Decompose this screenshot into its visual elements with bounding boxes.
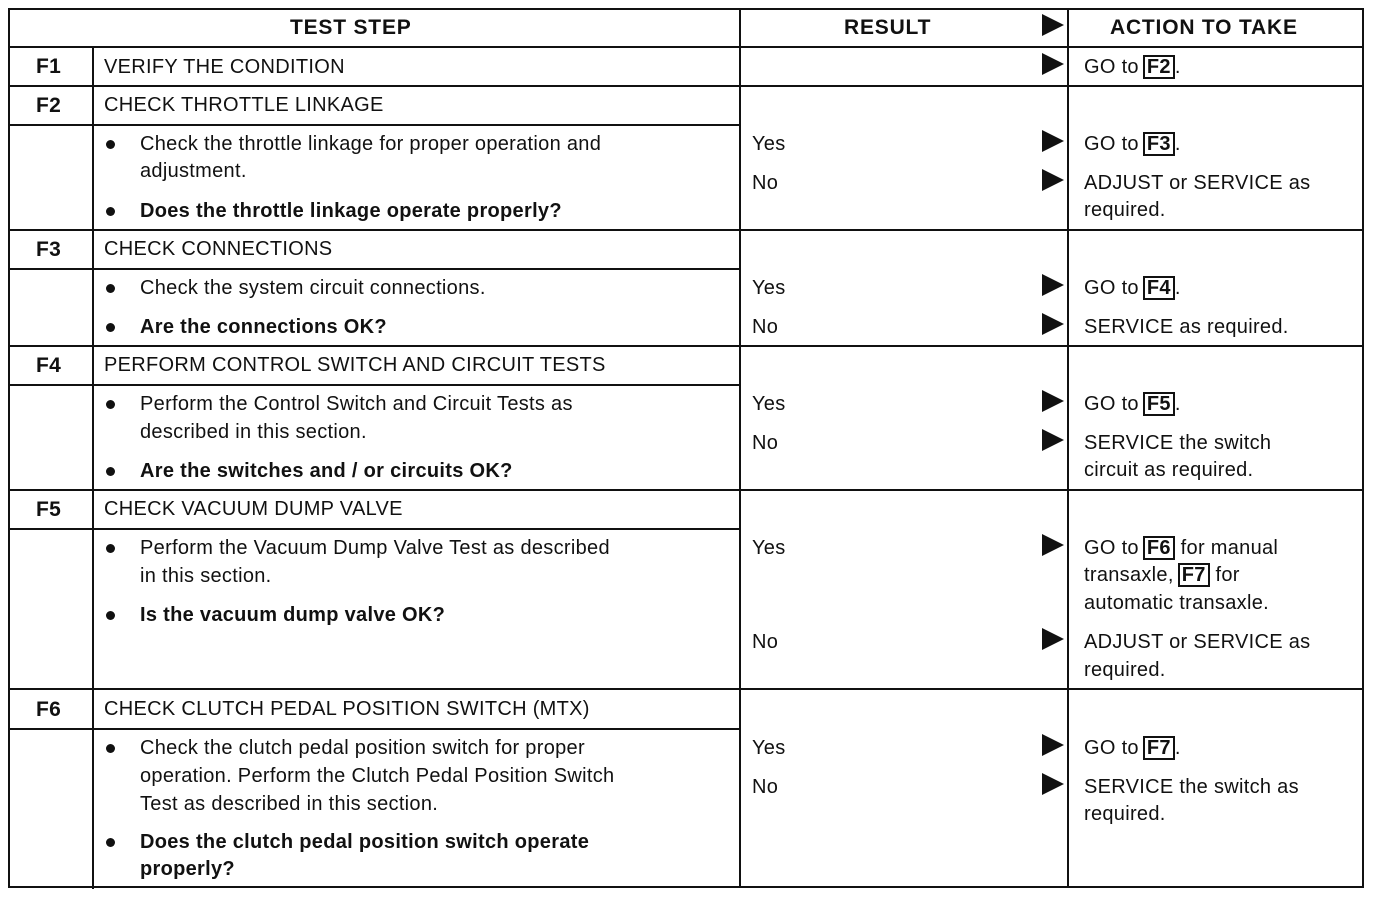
id-rule-f3	[8, 268, 92, 270]
border-action-col	[1067, 8, 1069, 888]
step-ref: F4	[1143, 276, 1175, 300]
instruction-line: Check the throttle linkage for proper operation and	[140, 133, 602, 155]
action-no: ADJUST or SERVICE as	[1084, 631, 1311, 653]
result-yes: Yes	[752, 737, 786, 759]
action-no: SERVICE as required.	[1084, 316, 1289, 338]
action-mid: for manual	[1180, 537, 1279, 559]
instruction-line: in this section.	[140, 565, 272, 587]
action-prefix: GO to	[1084, 393, 1139, 415]
rule-f5	[8, 688, 1364, 690]
title-rule-f6	[92, 728, 740, 730]
step-ref: F7	[1178, 563, 1210, 587]
step-title: VERIFY THE CONDITION	[104, 56, 345, 78]
step-ref: F2	[1143, 55, 1175, 79]
instruction-line: Check the clutch pedal position switch for proper	[140, 737, 585, 759]
action-text	[1084, 54, 1181, 81]
step-ref: F7	[1143, 736, 1175, 760]
step-ref: F6	[1143, 536, 1175, 560]
step-title: CHECK VACUUM DUMP VALVE	[104, 498, 403, 520]
action-text: transaxle,	[1084, 564, 1174, 586]
question: Are the connections OK?	[140, 316, 387, 338]
bullet-icon	[106, 744, 115, 753]
result-yes: Yes	[752, 133, 786, 155]
action-yes-line3: automatic transaxle.	[1084, 592, 1269, 614]
action-suffix: .	[1174, 133, 1181, 155]
title-rule-f4	[92, 384, 740, 386]
bullet-icon	[106, 611, 115, 620]
action-suffix: .	[1174, 737, 1181, 759]
action-no: required.	[1084, 199, 1166, 221]
action-suffix: .	[1174, 277, 1181, 299]
step-id: F4	[36, 354, 62, 377]
arrow-icon	[1042, 429, 1064, 451]
bullet-icon	[106, 544, 115, 553]
action-text: for	[1215, 564, 1240, 586]
result-no: No	[752, 776, 779, 798]
action-no: SERVICE the switch as	[1084, 776, 1299, 798]
arrow-icon	[1042, 628, 1064, 650]
step-id: F1	[36, 55, 62, 78]
action-no: circuit as required.	[1084, 459, 1254, 481]
bullet-icon	[106, 323, 115, 332]
step-id: F2	[36, 94, 62, 117]
rule-f1	[8, 85, 1364, 87]
action-prefix: GO to	[1084, 133, 1139, 155]
instruction-line: Perform the Control Switch and Circuit Tests as	[140, 393, 573, 415]
border-result-col	[739, 8, 741, 888]
action-yes	[1084, 131, 1181, 158]
action-prefix: GO to	[1084, 277, 1139, 299]
id-rule-f4	[8, 384, 92, 386]
action-yes	[1084, 735, 1181, 762]
border-left	[8, 8, 10, 888]
question: Are the switches and / or circuits OK?	[140, 460, 513, 482]
action-no: required.	[1084, 803, 1166, 825]
title-rule-f5	[92, 528, 740, 530]
bullet-icon	[106, 140, 115, 149]
rule-f3	[8, 345, 1364, 347]
result-yes: Yes	[752, 537, 786, 559]
header-arrow-icon	[1042, 14, 1064, 36]
step-title: CHECK CLUTCH PEDAL POSITION SWITCH (MTX)	[104, 698, 590, 720]
result-no: No	[752, 316, 779, 338]
action-no: SERVICE the switch	[1084, 432, 1272, 454]
rule-f2	[8, 229, 1364, 231]
bullet-icon	[106, 838, 115, 847]
header-action: ACTION TO TAKE	[1110, 16, 1298, 39]
bullet-icon	[106, 467, 115, 476]
result-no: No	[752, 172, 779, 194]
step-title: PERFORM CONTROL SWITCH AND CIRCUIT TESTS	[104, 354, 606, 376]
result-no: No	[752, 631, 779, 653]
question: properly?	[140, 858, 235, 880]
arrow-icon	[1042, 390, 1064, 412]
arrow-icon	[1042, 534, 1064, 556]
action-suffix: .	[1174, 56, 1181, 78]
bullet-icon	[106, 284, 115, 293]
result-no: No	[752, 432, 779, 454]
step-id: F5	[36, 498, 62, 521]
action-no: ADJUST or SERVICE as	[1084, 172, 1311, 194]
action-prefix: GO to	[1084, 737, 1139, 759]
instruction-line: Check the system circuit connections.	[140, 277, 486, 299]
step-title: CHECK CONNECTIONS	[104, 238, 333, 260]
rule-top	[8, 8, 1364, 10]
result-yes: Yes	[752, 393, 786, 415]
arrow-icon	[1042, 773, 1064, 795]
title-rule-f2	[92, 124, 740, 126]
action-yes	[1084, 275, 1181, 302]
instruction-line: Test as described in this section.	[140, 793, 439, 815]
border-right	[1362, 8, 1364, 888]
border-id-col	[92, 47, 94, 889]
arrow-icon	[1042, 169, 1064, 191]
action-no: required.	[1084, 659, 1166, 681]
step-title: CHECK THROTTLE LINKAGE	[104, 94, 384, 116]
action-prefix: GO to	[1084, 56, 1139, 78]
question: Does the clutch pedal position switch operate	[140, 831, 590, 853]
rule-header	[8, 46, 1364, 48]
bullet-icon	[106, 400, 115, 409]
id-rule-f6	[8, 728, 92, 730]
step-id: F3	[36, 238, 62, 261]
instruction-line: adjustment.	[140, 160, 247, 182]
action-yes	[1084, 535, 1278, 562]
title-rule-f3	[92, 268, 740, 270]
question: Does the throttle linkage operate properly?	[140, 200, 562, 222]
instruction-line: operation. Perform the Clutch Pedal Position Switch	[140, 765, 615, 787]
bullet-icon	[106, 207, 115, 216]
rule-f4	[8, 489, 1364, 491]
action-yes-line2	[1084, 562, 1240, 589]
instruction-line: described in this section.	[140, 421, 367, 443]
step-ref: F5	[1143, 392, 1175, 416]
step-id: F6	[36, 698, 62, 721]
id-rule-f5	[8, 528, 92, 530]
action-suffix: .	[1174, 393, 1181, 415]
instruction-line: Perform the Vacuum Dump Valve Test as described	[140, 537, 610, 559]
action-yes	[1084, 391, 1181, 418]
rule-bottom	[8, 886, 1364, 888]
arrow-icon	[1042, 734, 1064, 756]
step-ref: F3	[1143, 132, 1175, 156]
question: Is the vacuum dump valve OK?	[140, 604, 446, 626]
title-rule-f2-id	[8, 124, 92, 126]
header-test-step: TEST STEP	[290, 16, 412, 39]
header-result: RESULT	[844, 16, 932, 39]
arrow-icon	[1042, 53, 1064, 75]
arrow-icon	[1042, 313, 1064, 335]
arrow-icon	[1042, 274, 1064, 296]
arrow-icon	[1042, 130, 1064, 152]
result-yes: Yes	[752, 277, 786, 299]
action-prefix: GO to	[1084, 537, 1139, 559]
